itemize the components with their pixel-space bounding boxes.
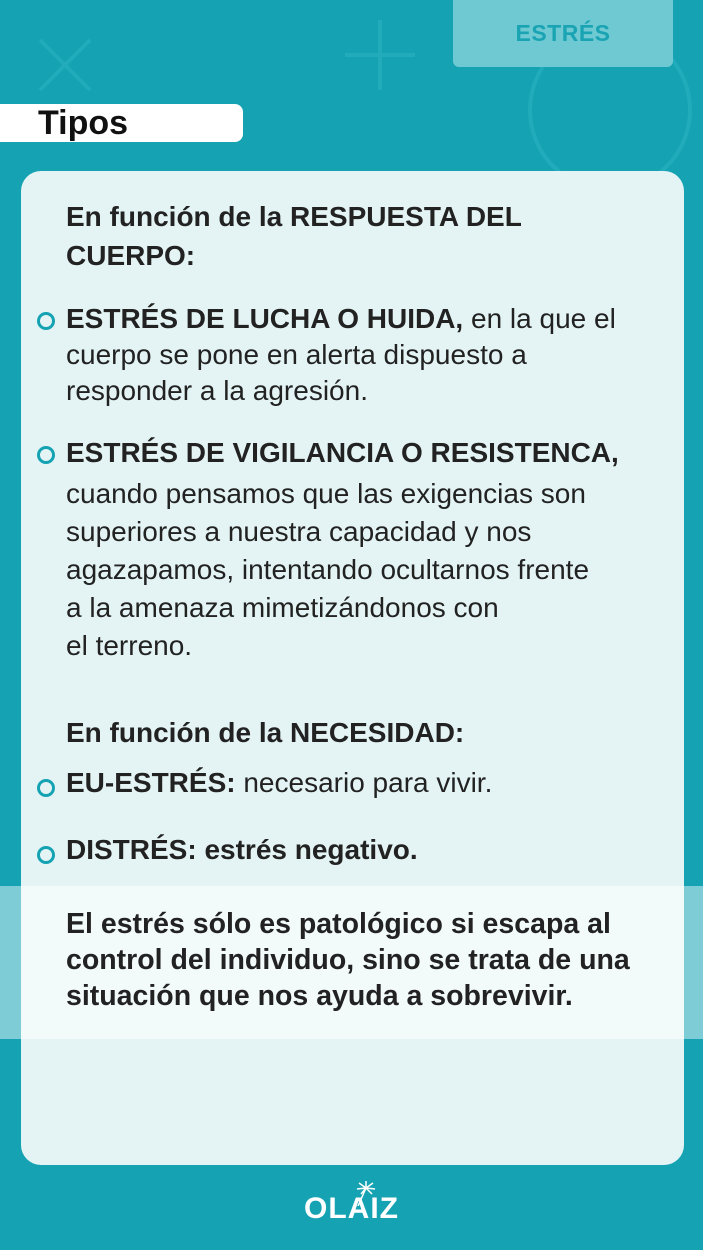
item-text-line: cuerpo se pone en alerta dispuesto a (66, 339, 527, 370)
dandelion-icon (344, 1180, 384, 1206)
logo-text: OLAIZ (304, 1192, 399, 1225)
list-item-lucha (66, 302, 616, 336)
item-label: DISTRÉS: estrés negativo. (66, 834, 418, 865)
item-text: necesario para vivir. (235, 767, 493, 798)
item-text: en la que el (463, 303, 616, 334)
item-text-line: agazapamos, intentando ocultarnos frente (66, 554, 590, 585)
item-text-line: cuando pensamos que las exigencias son (66, 478, 586, 509)
item-label: ESTRÉS DE LUCHA O HUIDA, (66, 303, 464, 334)
item-label: ESTRÉS DE VIGILANCIA O RESISTENCA, (66, 437, 619, 468)
closing-note (66, 906, 676, 1014)
bullet-icon (37, 846, 55, 864)
bullet-icon (37, 446, 55, 464)
note-line: El estrés sólo es patológico si escapa al (66, 908, 611, 940)
note-line: situación que nos ayuda a sobrevivir. (66, 980, 573, 1012)
bullet-icon (37, 312, 55, 330)
item-text-line: superiores a nuestra capacidad y nos (66, 516, 532, 547)
item-text-line: el terreno. (66, 630, 193, 661)
list-item-eu-estres (66, 766, 492, 800)
list-item-distres (66, 833, 418, 867)
item-label: EU-ESTRÉS: (66, 767, 236, 798)
brand-logo (0, 1180, 703, 1240)
respuesta-heading-line1: En función de la RESPUESTA DEL (66, 201, 522, 232)
section-title: Tipos (0, 104, 243, 142)
necesidad-heading: En función de la NECESIDAD: (66, 717, 465, 748)
respuesta-heading-line2: CUERPO: (66, 240, 196, 271)
topic-tag: ESTRÉS (453, 0, 673, 67)
note-line: control del individuo, sino se trata de una (66, 944, 630, 976)
bullet-icon (37, 779, 55, 797)
item-text-line: responder a la agresión. (66, 375, 368, 406)
item-text-line: a la amenaza mimetizándonos con (66, 592, 499, 623)
